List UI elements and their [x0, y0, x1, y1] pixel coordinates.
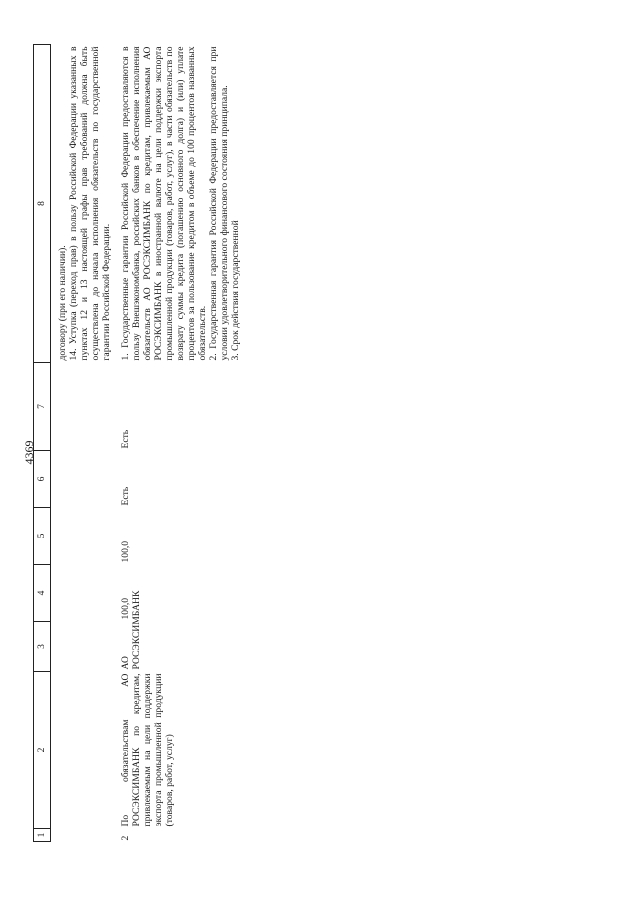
header-col-5: 5	[34, 508, 51, 565]
table-row	[112, 45, 241, 842]
continuation-row	[51, 45, 113, 842]
header-col-4: 4	[34, 565, 51, 622]
principal-name: АО РОСЭКСИМБАНК	[120, 590, 142, 670]
clause-14: 14. Уступка (переход прав) в пользу Российской Федерации указанных в пунктах 12 и 13 настоящей графы прав требований должна быть осуществлена до начала исполнения обязательств по государственной гарантии Российской Федерации.	[68, 46, 112, 361]
row-number: 2	[120, 835, 131, 841]
condition-1: 1. Государственные гарантии Российской Федерации предоставляются в пользу Внешэкономбанка, российских банков в обеспечение исполнения обязательств АО РОСЭКСИМБАНК по кредитам, привлекаемым АО РОСЭКСИМБАНК в иностранной валюте на цели поддержки экспорта промышленной продукции (товаров, работ, услуг), в части обязательств по возврату суммы кредита (погашению основного долга) и (или) уплате процентов за пользование кредитом в объеме до 100 процентов названных обязательств.	[120, 46, 208, 361]
header-col-6: 6	[34, 451, 51, 508]
conditions-cell	[112, 45, 241, 363]
guarantee-table	[33, 44, 241, 842]
header-row	[34, 45, 51, 842]
header-col-1: 1	[34, 829, 51, 842]
col7-value: Есть	[120, 429, 131, 449]
header-col-7: 7	[34, 363, 51, 451]
col6-value: Есть	[120, 486, 131, 506]
continuation-line: договору (при его наличии).	[57, 245, 68, 361]
condition-3: 3. Срок действия государственной	[230, 220, 241, 361]
obligation-description: По обязательствам АО РОСЭКСИМБАНК по кредитам, привлекаемым на цели поддержки экспорта промышленной продукции (товаров, работ, услуг)	[120, 673, 175, 827]
header-col-8: 8	[34, 45, 51, 363]
header-col-3: 3	[34, 622, 51, 672]
header-col-2: 2	[34, 672, 51, 829]
col5-value: 100,0	[120, 540, 131, 563]
page-number: 4369	[22, 440, 36, 465]
continuation-cell	[51, 45, 113, 363]
col4-value: 100,0	[120, 597, 131, 620]
condition-2: 2. Государственная гарантия Российской Федерации предоставляется при условии удовлетворительного финансового состояния принципала.	[208, 46, 230, 361]
